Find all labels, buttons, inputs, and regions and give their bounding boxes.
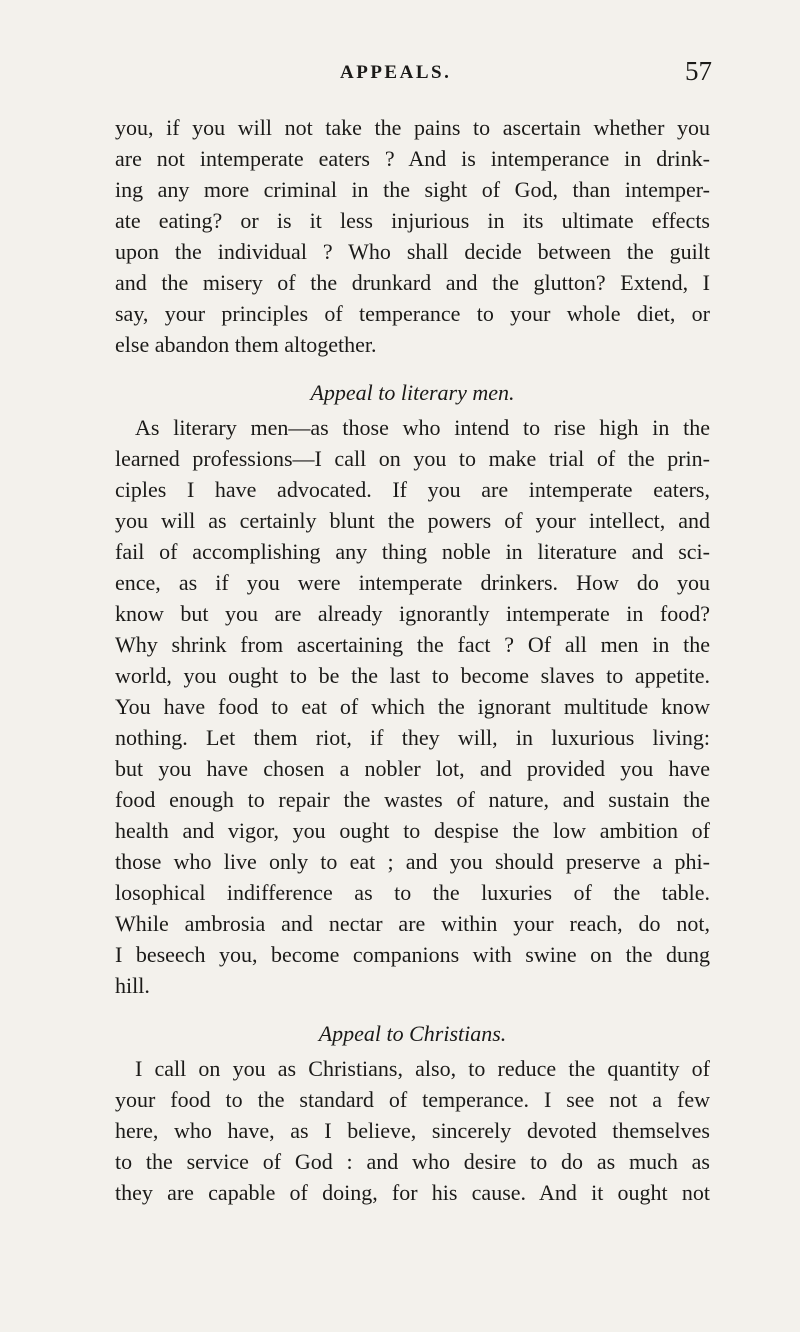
text-line: here, who have, as I believe, sincerely devoted themselves	[115, 1118, 710, 1143]
text-line: health and vigor, you ought to despise the low ambition of	[115, 818, 710, 843]
page-header	[340, 56, 712, 86]
text-line: nothing. Let them riot, if they will, in luxurious living:	[115, 725, 710, 750]
text-line: upon the individual ? Who shall decide between the guilt	[115, 239, 710, 264]
text-line: your food to the standard of temperance. I see not a few	[115, 1087, 710, 1112]
text-line: losophical indifference as to the luxuries of the table.	[115, 880, 710, 905]
text-line: food enough to repair the wastes of nature, and sustain the	[115, 787, 710, 812]
text-line: While ambrosia and nectar are within your reach, do not,	[115, 911, 710, 936]
text-line: fail of accomplishing any thing noble in literature and sci-	[115, 539, 710, 564]
running-head: APPEALS.	[340, 62, 452, 83]
text-line: you will as certainly blunt the powers of your intellect, and	[115, 508, 710, 533]
text-line: ate eating? or is it less injurious in its ultimate effects	[115, 208, 710, 233]
text-line: they are capable of doing, for his cause. And it ought not	[115, 1180, 710, 1205]
text-line: I beseech you, become companions with swine on the dung	[115, 942, 710, 967]
text-line: hill.	[115, 973, 150, 998]
text-line: Why shrink from ascertaining the fact ? Of all men in the	[115, 632, 710, 657]
text-line: you, if you will not take the pains to ascertain whether you	[115, 115, 710, 140]
page-number: 57	[685, 56, 712, 86]
text-line: As literary men—as those who intend to rise high in the	[135, 415, 710, 440]
text-line: ciples I have advocated. If you are intemperate eaters,	[115, 477, 710, 502]
text-line: world, you ought to be the last to become slaves to appetite.	[115, 663, 710, 688]
text-line: ence, as if you were intemperate drinkers. How do you	[115, 570, 710, 595]
text-line: learned professions—I call on you to make trial of the prin-	[115, 446, 710, 471]
text-line: I call on you as Christians, also, to reduce the quantity of	[135, 1056, 710, 1081]
text-line: and the misery of the drunkard and the glutton? Extend, I	[115, 270, 710, 295]
text-line: say, your principles of temperance to your whole diet, or	[115, 301, 710, 326]
paragraph-1	[115, 112, 710, 360]
text-line: to the service of God : and who desire to do as much as	[115, 1149, 710, 1174]
paragraph-3	[115, 1053, 710, 1208]
text-line: ing any more criminal in the sight of God, than intemper-	[115, 177, 710, 202]
section-heading-christians: Appeal to Christians.	[318, 1021, 507, 1046]
text-line: else abandon them altogether.	[115, 332, 377, 357]
text-line: know but you are already ignorantly intemperate in food?	[115, 601, 710, 626]
text-line: are not intemperate eaters ? And is intemperance in drink-	[115, 146, 710, 171]
paragraph-2	[115, 412, 710, 1001]
text-line: You have food to eat of which the ignorant multitude know	[115, 694, 710, 719]
text-line: those who live only to eat ; and you should preserve a phi-	[115, 849, 710, 874]
section-heading-literary-men: Appeal to literary men.	[310, 380, 515, 405]
text-line: but you have chosen a nobler lot, and provided you have	[115, 756, 710, 781]
body-text	[115, 112, 710, 1208]
